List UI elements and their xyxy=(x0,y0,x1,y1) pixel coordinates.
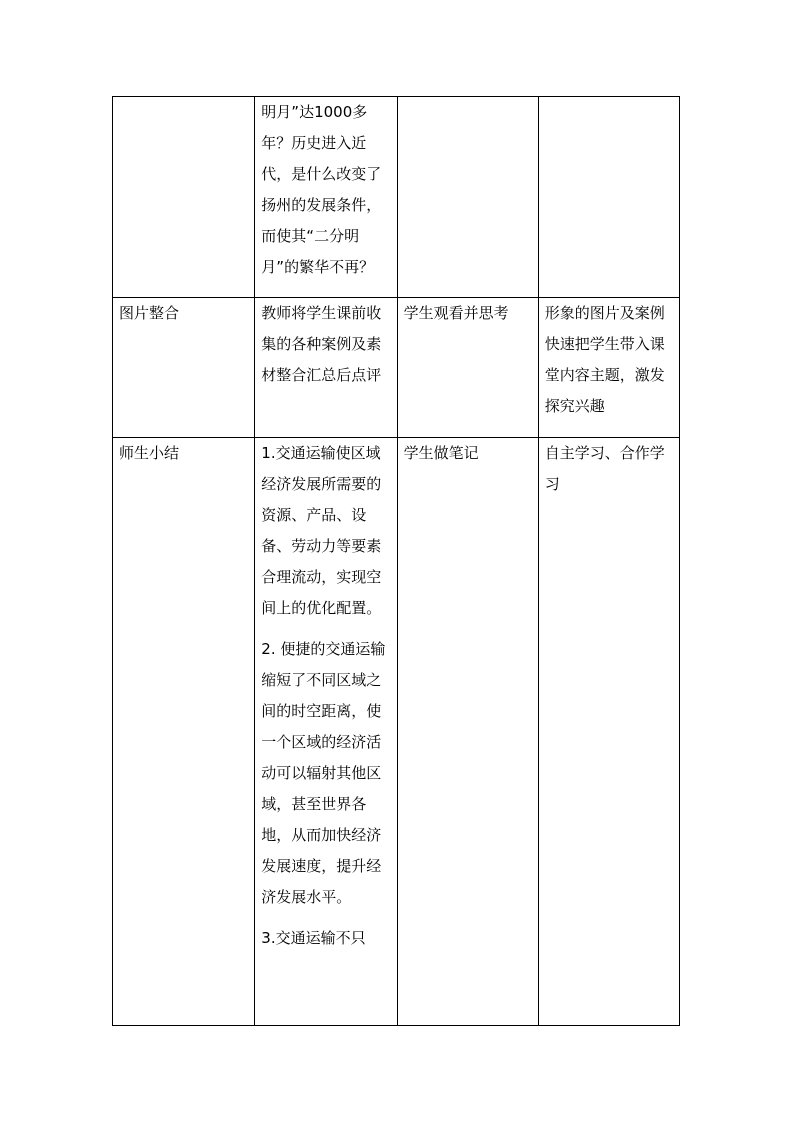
design-intent-cell: 自主学习、合作学习 xyxy=(538,438,679,1026)
summary-point-2: 2. 便捷的交通运输缩短了不同区域之间的时空距离，使一个区域的经济活动可以辐射其他区域，甚至世界各地，从而加快经济发展速度，提升经济发展水平。 xyxy=(261,640,386,906)
teacher-activity-cell xyxy=(255,97,397,298)
stage-cell: 师生小结 xyxy=(113,438,255,1026)
table-row xyxy=(113,438,680,1026)
table-row xyxy=(113,298,680,438)
student-activity-cell: 学生观看并思考 xyxy=(397,298,538,438)
lesson-plan-table xyxy=(112,96,680,1026)
summary-point-1: 1.交通运输使区域经济发展所需要的资源、产品、设备、劳动力等要素合理流动，实现空间上的优化配置。 xyxy=(261,444,382,617)
design-intent-cell: 形象的图片及案例快速把学生带入课堂内容主题，激发探究兴趣 xyxy=(538,298,679,438)
stage-cell: 图片整合 xyxy=(113,298,255,438)
activity-paragraph: 明月”达1000多年？历史进入近代，是什么改变了扬州的发展条件，而使其“二分明月”的繁华不再？ xyxy=(261,103,382,276)
student-activity-cell: 学生做笔记 xyxy=(397,438,538,1026)
stage-cell xyxy=(113,97,255,298)
table-row xyxy=(113,97,680,298)
teacher-activity-cell xyxy=(255,298,397,438)
teacher-activity-cell xyxy=(255,438,397,1026)
summary-point-3: 3.交通运输不只 xyxy=(261,929,366,947)
student-activity-cell xyxy=(397,97,538,298)
activity-paragraph: 教师将学生课前收集的各种案例及素材整合汇总后点评 xyxy=(261,304,382,384)
design-intent-cell xyxy=(538,97,679,298)
